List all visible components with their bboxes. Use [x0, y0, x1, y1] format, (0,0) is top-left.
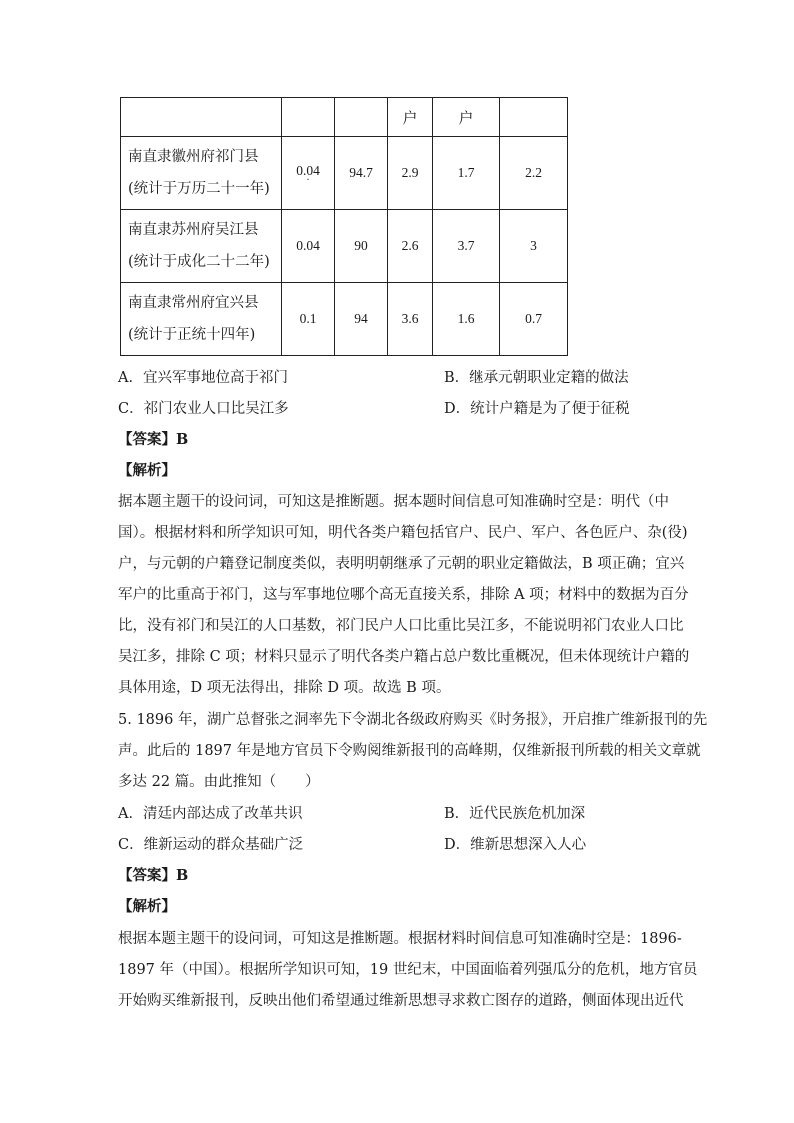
- region-cell: [121, 283, 282, 356]
- analysis-line: 户，与元朝的户籍登记制度类似，表明明朝继承了元朝的职业定籍做法，B 项正确；宜兴: [118, 556, 685, 572]
- option-a: A．宜兴军事地位高于祁门: [118, 370, 288, 386]
- option-d: D．统计户籍是为了便于征税: [444, 401, 630, 417]
- value-cell: 0.1: [282, 283, 335, 356]
- option-b: B．近代民族危机加深: [444, 806, 586, 822]
- region-cell: [121, 210, 282, 283]
- value-cell: 3.7: [433, 210, 500, 283]
- value-cell: [282, 137, 335, 210]
- region-note: (统计于成化二十二年): [128, 254, 270, 270]
- option-b: B．继承元朝职业定籍的做法: [444, 370, 629, 386]
- analysis-line: 根据本题主题干的设问词，可知这是推断题。根据材料时间信息可知准确时空是：1896-: [118, 931, 682, 947]
- region-name: 南直隶常州府宜兴县: [128, 295, 259, 311]
- value-cell: 2.2: [500, 137, 568, 210]
- value-cell: 0.04: [282, 210, 335, 283]
- value-text: 0.04: [296, 163, 320, 178]
- region-note: (统计于万历二十一年): [128, 181, 270, 197]
- option-a: A．清廷内部达成了改革共识: [118, 806, 303, 822]
- value-cell: 2.9: [388, 137, 433, 210]
- option-c: C．祁门农业人口比吴江多: [118, 401, 289, 417]
- question-stem-line: 5. 1896 年，湖广总督张之洞率先下令湖北各级政府购买《时务报》，开启推广维新报刊的先: [118, 712, 708, 728]
- question-stem-line: 多达 22 篇。由此推知（ ）: [118, 774, 320, 790]
- table-row: [121, 137, 568, 210]
- value-cell: 1.6: [433, 283, 500, 356]
- analysis-line: 军户的比重高于祁门，这与军事地位哪个高无直接关系，排除 A 项；材料中的数据为百分: [118, 587, 689, 603]
- table-header-cell: [282, 98, 335, 137]
- household-table: [120, 97, 568, 356]
- region-cell: [121, 137, 282, 210]
- analysis-line: 1897 年（中国）。根据所学知识可知，19 世纪末，中国面临着列强瓜分的危机，地方官员: [118, 962, 698, 978]
- table-header-cell: [500, 98, 568, 137]
- region-name: 南直隶徽州府祁门县: [128, 149, 259, 165]
- value-cell: 3: [500, 210, 568, 283]
- value-cell: 3.6: [388, 283, 433, 356]
- answer-label: 【答案】B: [118, 867, 189, 884]
- table-header-cell: [335, 98, 388, 137]
- analysis-line: 具体用途，D 项无法得出，排除 D 项。故选 B 项。: [118, 680, 451, 696]
- value-cell: 1.7: [433, 137, 500, 210]
- table-header-cell: 户: [433, 98, 500, 137]
- analysis-line: 据本题主题干的设问词，可知这是推断题。据本题时间信息可知准确时空是：明代（中: [118, 494, 669, 510]
- table-header-cell: 户: [388, 98, 433, 137]
- value-cell: 94.7: [335, 137, 388, 210]
- dot-mark: ·: [306, 175, 310, 186]
- table-row: [121, 283, 568, 356]
- table-header-cell: [121, 98, 282, 137]
- option-d: D．维新思想深入人心: [444, 837, 587, 853]
- analysis-line: 吴江多，排除 C 项；材料只显示了明代各类户籍占总户数比重概况，但未体现统计户籍的: [118, 649, 690, 665]
- value-cell: 0.7: [500, 283, 568, 356]
- answer-label: 【答案】B: [118, 431, 189, 448]
- analysis-line: 开始购买维新报刊，反映出他们希望通过维新思想寻求救亡图存的道路，侧面体现出近代: [118, 993, 684, 1009]
- table-row: [121, 210, 568, 283]
- value-cell: 2.6: [388, 210, 433, 283]
- value-cell: 94: [335, 283, 388, 356]
- question-stem-line: 声。此后的 1897 年是地方官员下令购阅维新报刊的高峰期，仅维新报刊所载的相关文章就: [118, 743, 701, 759]
- region-name: 南直隶苏州府吴江县: [128, 222, 259, 238]
- analysis-label: 【解析】: [118, 462, 176, 479]
- table-header-row: [121, 98, 568, 137]
- analysis-line: 国）。根据材料和所学知识可知，明代各类户籍包括官户、民户、军户、各色匠户、杂(役): [118, 525, 688, 541]
- region-note: (统计于正统十四年): [128, 327, 256, 343]
- option-c: C．维新运动的群众基础广泛: [118, 837, 304, 853]
- value-cell: 90: [335, 210, 388, 283]
- analysis-label: 【解析】: [118, 898, 176, 915]
- analysis-line: 比，没有祁门和吴江的人口基数，祁门民户人口比重比吴江多，不能说明祁门农业人口比: [118, 618, 684, 634]
